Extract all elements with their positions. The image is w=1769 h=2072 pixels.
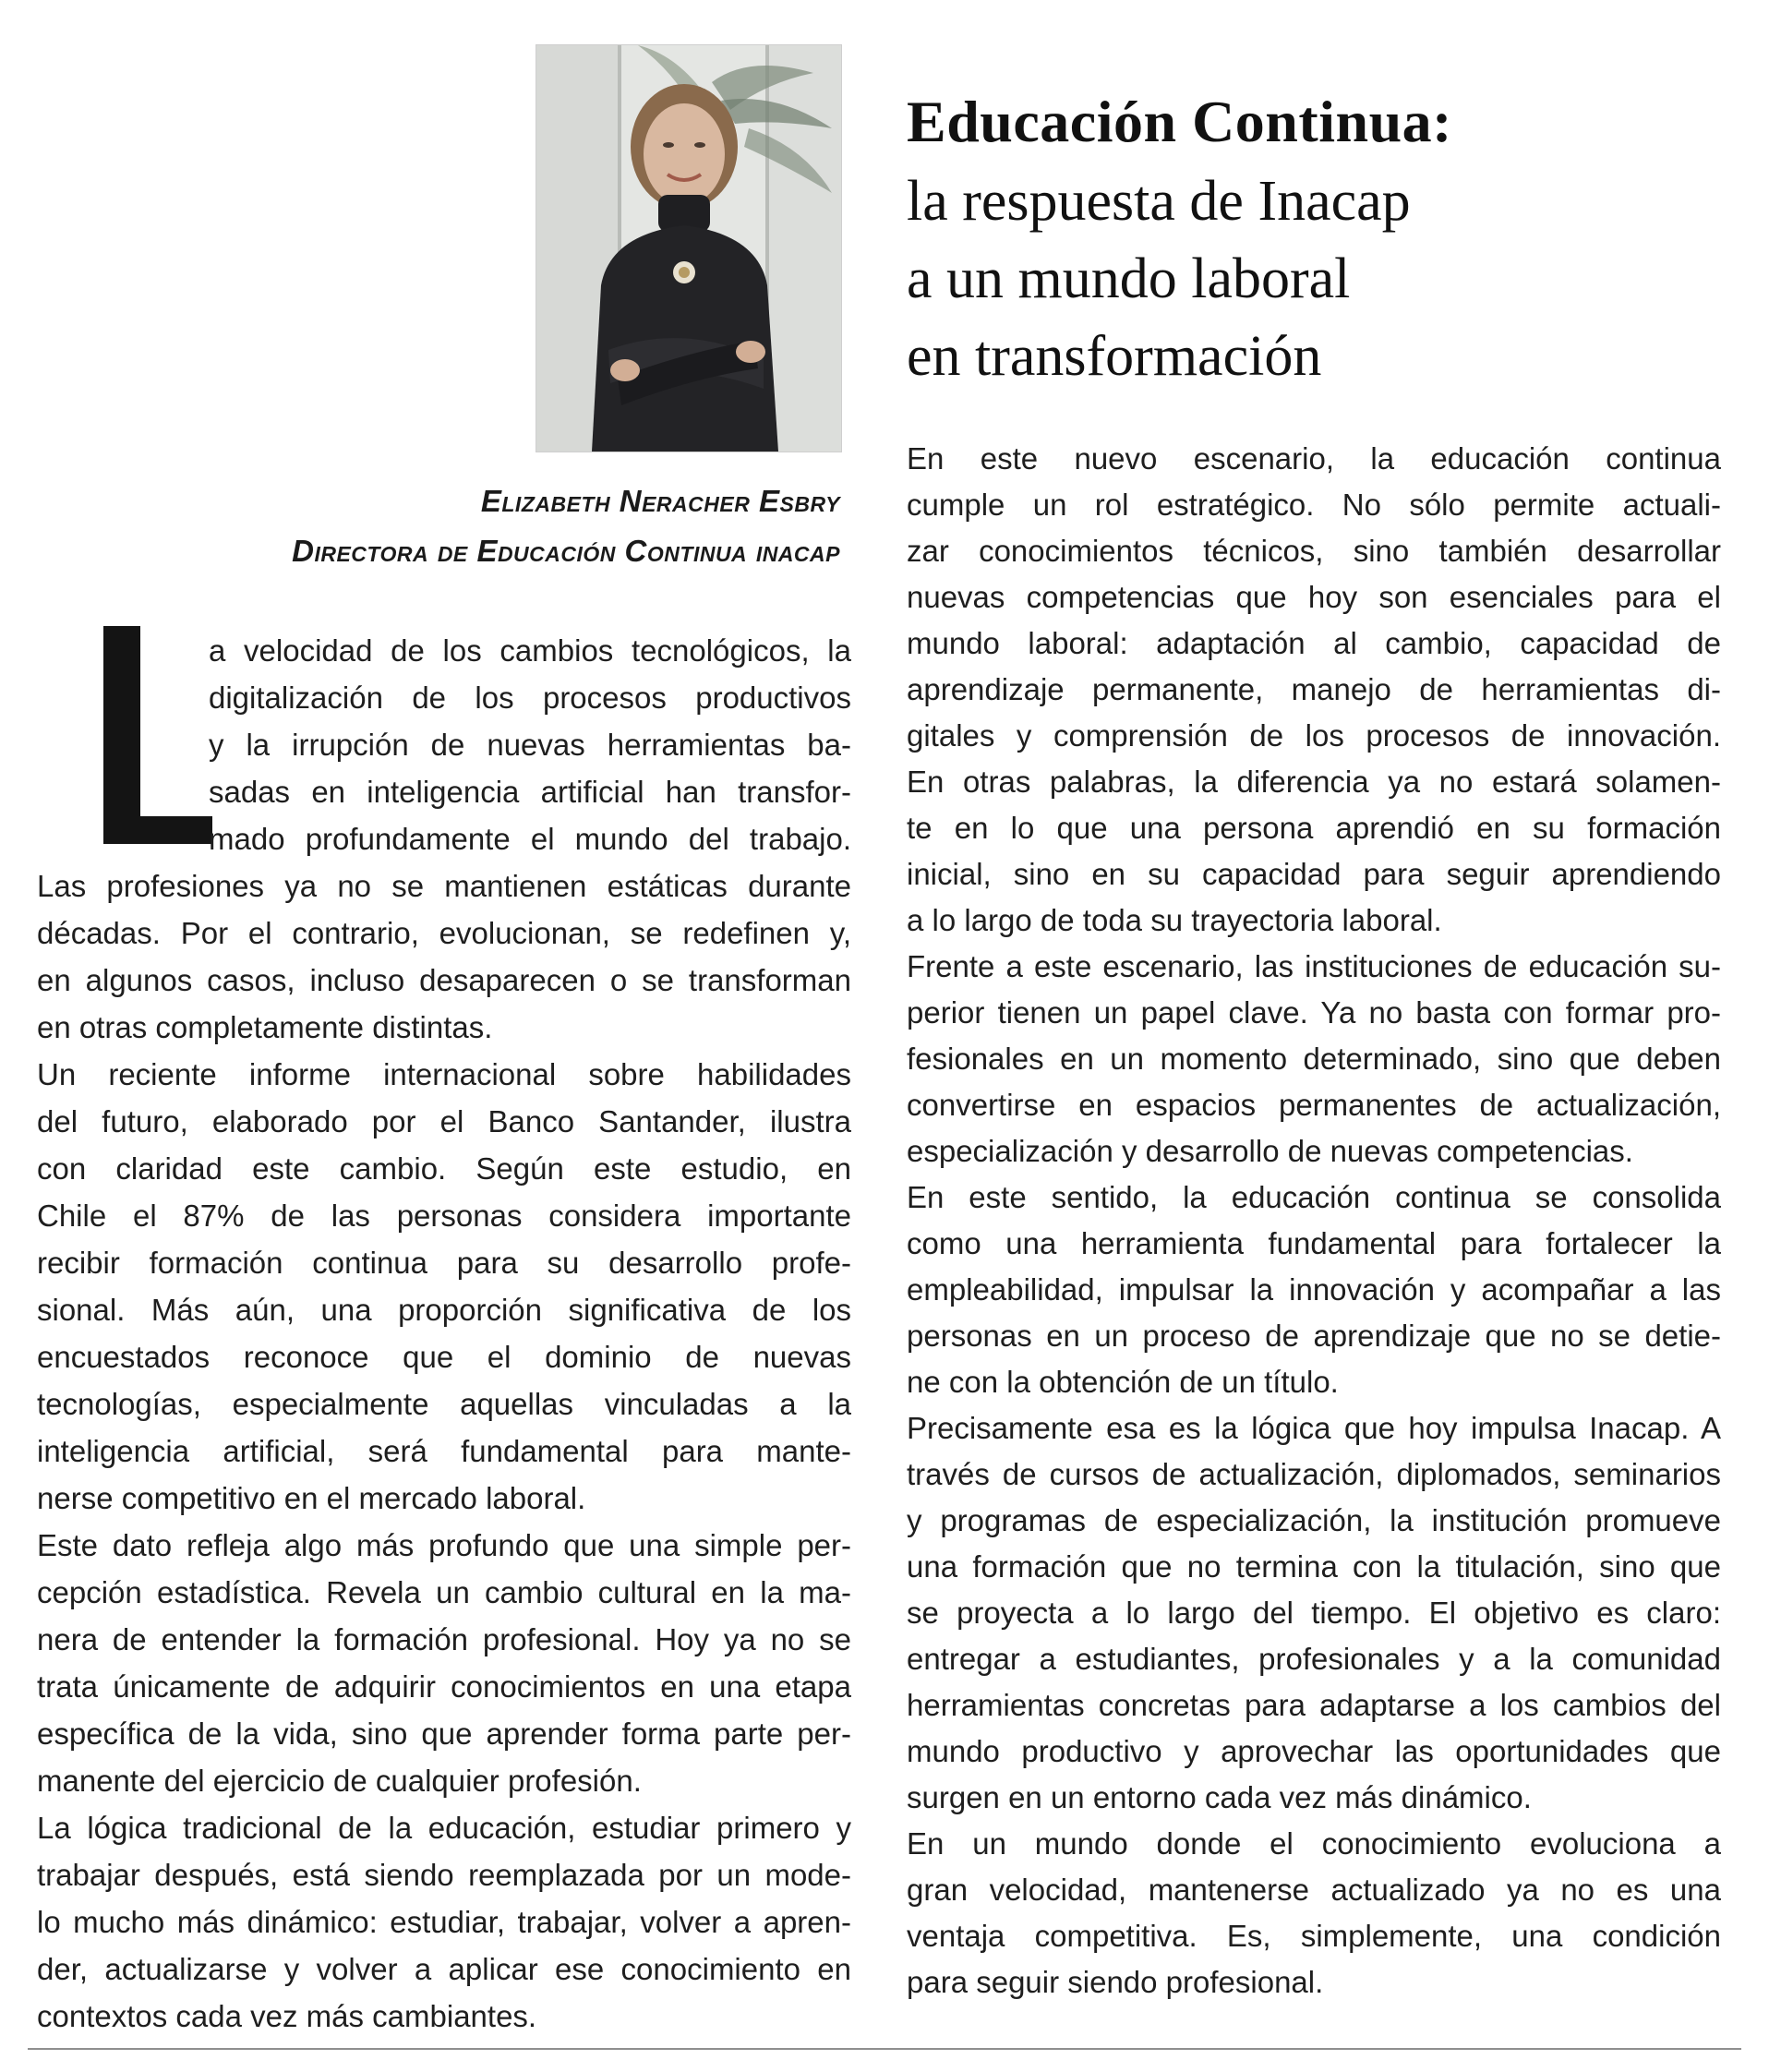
body-line: entregar a estudiantes, profesionales y a la comunidad bbox=[907, 1642, 1721, 1676]
body-line: contextos cada vez más cambiantes. bbox=[37, 1999, 537, 2033]
body-line: gitales y comprensión de los procesos de innovación. bbox=[907, 718, 1721, 753]
title-sub-line: a un mundo laboral bbox=[907, 247, 1351, 310]
body-line: inicial, sino en su capacidad para seguir aprendiendo bbox=[907, 857, 1721, 891]
body-line: se proyecta a lo largo del tiempo. El objetivo es claro: bbox=[907, 1596, 1721, 1630]
body-line: y la irrupción de nuevas herramientas ba- bbox=[209, 728, 851, 762]
body-line: mundo productivo y aprovechar las oportunidades que bbox=[907, 1734, 1721, 1768]
body-line: recibir formación continua para su desarrollo profe- bbox=[37, 1246, 851, 1280]
body-line: zar conocimientos técnicos, sino también desarrollar bbox=[907, 534, 1721, 568]
body-line: ventaja competitiva. Es, simplemente, una condición bbox=[907, 1919, 1721, 1953]
bottom-divider bbox=[28, 2048, 1741, 2050]
body-line: Las profesiones ya no se mantienen estáticas durante bbox=[37, 869, 851, 903]
body-line: décadas. Por el contrario, evolucionan, se redefinen y, bbox=[37, 916, 851, 950]
author-portrait-photo bbox=[536, 44, 842, 452]
body-line: través de cursos de actualización, diplomados, seminarios bbox=[907, 1457, 1721, 1491]
body-line: del futuro, elaborado por el Banco Santander, ilustra bbox=[37, 1104, 851, 1138]
body-line: aprendizaje permanente, manejo de herramientas di- bbox=[907, 672, 1721, 706]
body-line: cepción estadística. Revela un cambio cultural en la ma- bbox=[37, 1575, 851, 1609]
body-line: una formación que no termina con la titulación, sino que bbox=[907, 1549, 1721, 1584]
body-line: y programas de especialización, la institución promueve bbox=[907, 1503, 1721, 1537]
body-line: nera de entender la formación profesional. Hoy ya no se bbox=[37, 1622, 851, 1656]
author-role: Directora de Educación Continua inacap bbox=[292, 534, 840, 568]
body-line: personas en un proceso de aprendizaje que no se detie- bbox=[907, 1319, 1721, 1353]
body-line: en algunos casos, incluso desaparecen o se transforman bbox=[37, 963, 851, 997]
body-line: perior tienen un papel clave. Ya no basta con formar pro- bbox=[907, 995, 1721, 1030]
body-line: nerse competitivo en el mercado laboral. bbox=[37, 1481, 586, 1515]
body-line: con claridad este cambio. Según este estudio, en bbox=[37, 1151, 851, 1186]
body-line: gran velocidad, mantenerse actualizado ya no es una bbox=[907, 1873, 1721, 1907]
body-line: der, actualizarse y volver a aplicar ese conocimiento en bbox=[37, 1952, 851, 1986]
body-line: surgen en un entorno cada vez más dinámico. bbox=[907, 1780, 1532, 1814]
body-line: como una herramienta fundamental para fortalecer la bbox=[907, 1226, 1721, 1260]
body-line: manente del ejercicio de cualquier profesión. bbox=[37, 1764, 642, 1798]
body-line: Frente a este escenario, las instituciones de educación su- bbox=[907, 949, 1721, 983]
body-line: fesionales en un momento determinado, sino que deben bbox=[907, 1042, 1721, 1076]
body-line: lo mucho más dinámico: estudiar, trabajar, volver a apren- bbox=[37, 1905, 851, 1939]
body-line: cumple un rol estratégico. No sólo permite actuali- bbox=[907, 488, 1721, 522]
body-line: tecnologías, especialmente aquellas vinculadas a la bbox=[37, 1387, 851, 1421]
body-line: En un mundo donde el conocimiento evoluciona a bbox=[907, 1826, 1721, 1861]
body-line: convertirse en espacios permanentes de actualización, bbox=[907, 1088, 1721, 1122]
body-line: sadas en inteligencia artificial han transfor- bbox=[209, 775, 851, 809]
body-line: mundo laboral: adaptación al cambio, capacidad de bbox=[907, 626, 1721, 660]
body-line: mado profundamente el mundo del trabajo. bbox=[209, 822, 851, 856]
body-line: empleabilidad, impulsar la innovación y acompañar a las bbox=[907, 1272, 1721, 1307]
title-sub-line: la respuesta de Inacap bbox=[907, 170, 1411, 233]
body-line: En otras palabras, la diferencia ya no estará solamen- bbox=[907, 765, 1721, 799]
body-line: Chile el 87% de las personas considera importante bbox=[37, 1199, 851, 1233]
body-line: La lógica tradicional de la educación, estudiar primero y bbox=[37, 1811, 851, 1845]
drop-cap bbox=[103, 626, 214, 844]
body-line: trata únicamente de adquirir conocimientos en una etapa bbox=[37, 1669, 851, 1704]
body-line: En este sentido, la educación continua se consolida bbox=[907, 1180, 1721, 1214]
body-line: En este nuevo escenario, la educación continua bbox=[907, 441, 1721, 476]
author-name: Elizabeth Neracher Esbry bbox=[480, 484, 840, 518]
body-line: especialización y desarrollo de nuevas competencias. bbox=[907, 1134, 1633, 1168]
body-line: digitalización de los procesos productivos bbox=[209, 681, 851, 715]
body-line: herramientas concretas para adaptarse a los cambios del bbox=[907, 1688, 1721, 1722]
body-line: te en lo que una persona aprendió en su formación bbox=[907, 811, 1721, 845]
body-line: a velocidad de los cambios tecnológicos, la bbox=[209, 633, 851, 668]
body-line: inteligencia artificial, será fundamental para mante- bbox=[37, 1434, 851, 1468]
body-line: en otras completamente distintas. bbox=[37, 1010, 493, 1044]
title-main: Educación Continua: bbox=[907, 89, 1452, 154]
body-line: sional. Más aún, una proporción significativa de los bbox=[37, 1293, 851, 1327]
body-line: encuestados reconoce que el dominio de nuevas bbox=[37, 1340, 851, 1374]
body-line: Precisamente esa es la lógica que hoy impulsa Inacap. A bbox=[907, 1411, 1721, 1445]
body-line: nuevas competencias que hoy son esenciales para el bbox=[907, 580, 1721, 614]
body-line: Este dato refleja algo más profundo que una simple per- bbox=[37, 1528, 851, 1562]
body-line: a lo largo de toda su trayectoria laboral. bbox=[907, 903, 1442, 937]
body-line: ne con la obtención de un título. bbox=[907, 1365, 1339, 1399]
body-line: trabajar después, está siendo reemplazada por un mode- bbox=[37, 1858, 851, 1892]
title-sub-line: en transformación bbox=[907, 325, 1322, 388]
body-line: para seguir siendo profesional. bbox=[907, 1965, 1324, 1999]
article-title bbox=[907, 81, 1738, 395]
body-line: Un reciente informe internacional sobre habilidades bbox=[37, 1057, 851, 1091]
body-line: específica de la vida, sino que aprender forma parte per- bbox=[37, 1717, 851, 1751]
